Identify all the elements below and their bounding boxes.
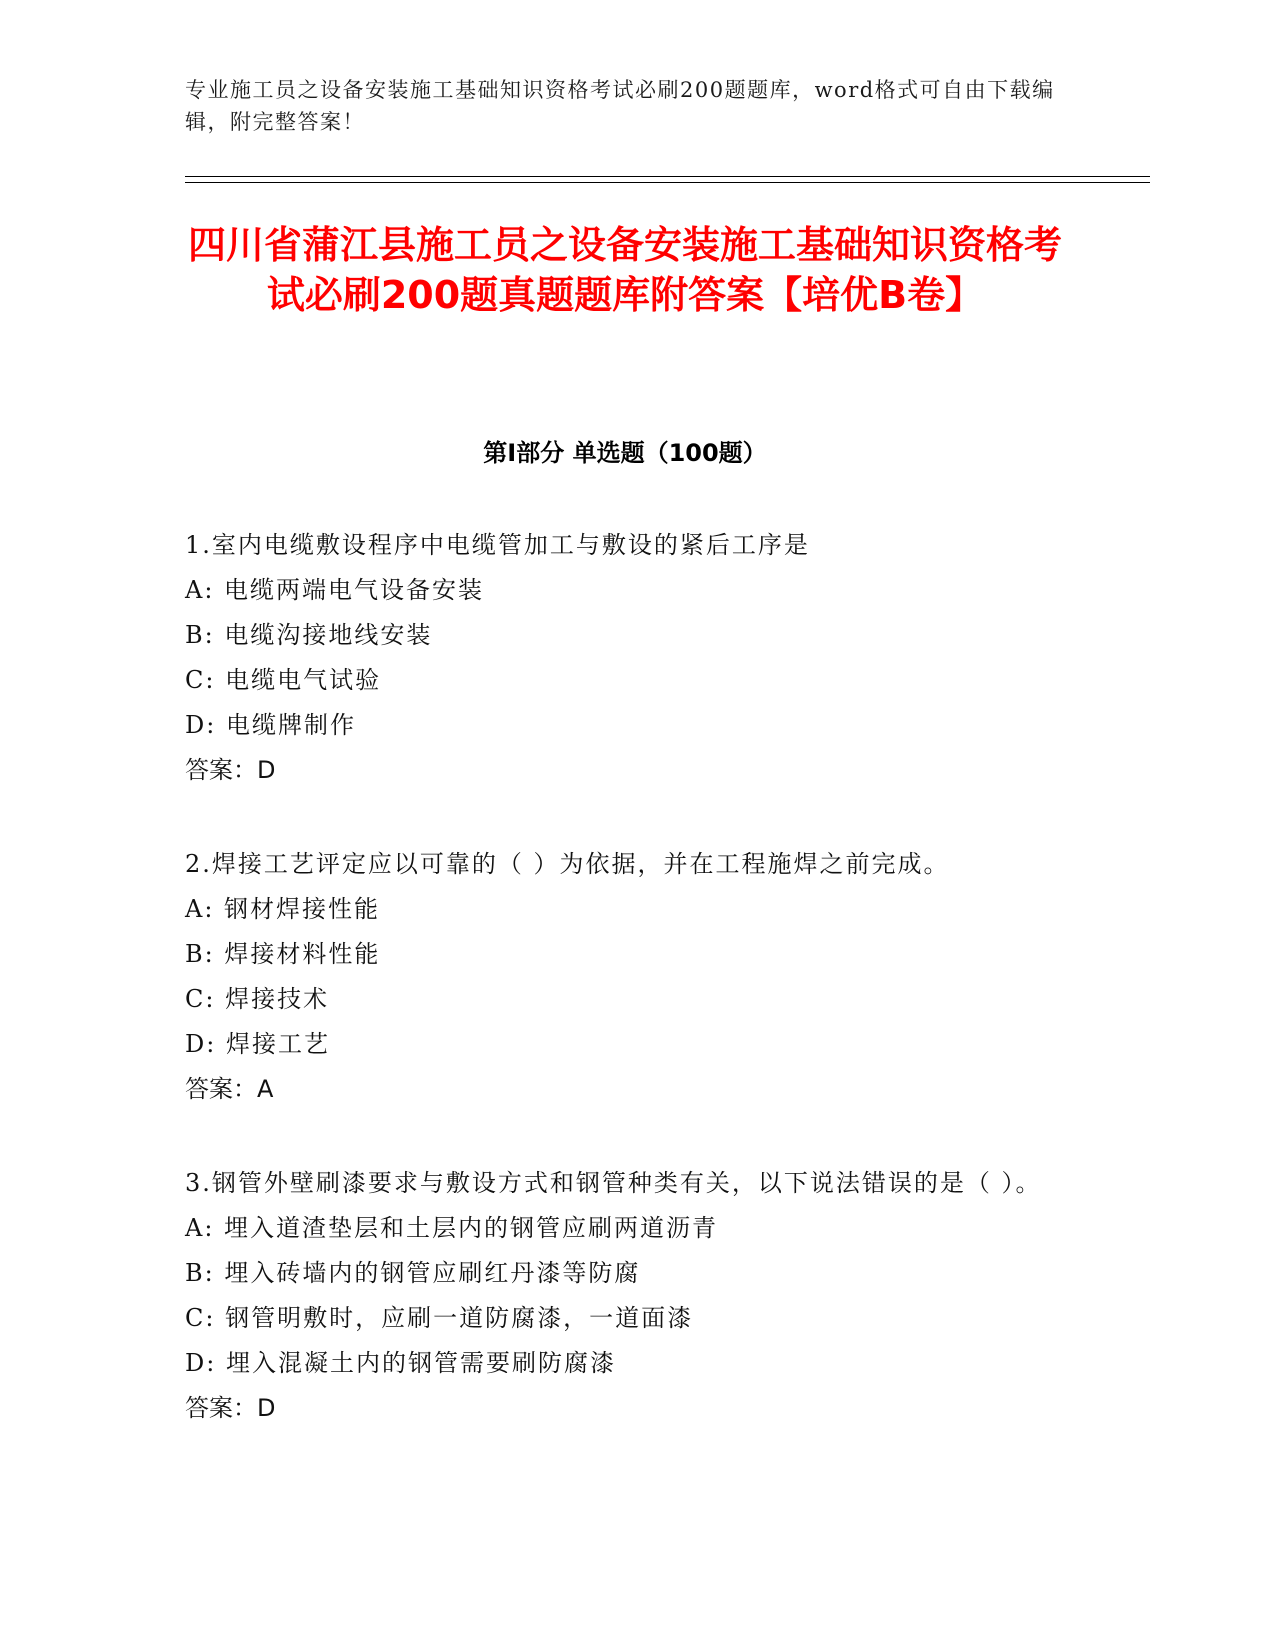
- option-c: C: 钢管明敷时，应刷一道防腐漆，一道面漆: [185, 1304, 694, 1332]
- answer: 答案：D: [185, 756, 276, 784]
- document-title: 四川省蒲江县施工员之设备安装施工基础知识资格考试必刷200题真题题库附答案【培优B卷】: [187, 223, 1062, 317]
- header-rule-top: [185, 176, 1150, 177]
- question-stem: 1.室内电缆敷设程序中电缆管加工与敷设的紧后工序是: [185, 531, 810, 559]
- question-3: [185, 1161, 1065, 1431]
- option-d: D: 电缆牌制作: [185, 711, 356, 739]
- header-note: 专业施工员之设备安装施工基础知识资格考试必刷200题题库，word格式可自由下载编辑，附完整答案！: [185, 78, 1055, 134]
- question-2: [185, 842, 1065, 1112]
- question-1: [185, 523, 1065, 793]
- question-stem: 2.焊接工艺评定应以可靠的（ ）为依据，并在工程施焊之前完成。: [185, 850, 950, 878]
- option-a: A: 电缆两端电气设备安装: [185, 576, 485, 604]
- section-title: 第Ⅰ部分 单选题（100题）: [483, 439, 767, 467]
- option-b: B: 埋入砖墙内的钢管应刷红丹漆等防腐: [185, 1259, 641, 1287]
- option-c: C: 焊接技术: [185, 985, 330, 1013]
- answer: 答案：A: [185, 1075, 274, 1103]
- answer: 答案：D: [185, 1394, 276, 1422]
- option-d: D: 焊接工艺: [185, 1030, 330, 1058]
- option-c: C: 电缆电气试验: [185, 666, 382, 694]
- option-b: B: 电缆沟接地线安装: [185, 621, 433, 649]
- option-b: B: 焊接材料性能: [185, 940, 381, 968]
- option-a: A: 钢材焊接性能: [185, 895, 381, 923]
- header-rule-bottom: [185, 182, 1150, 183]
- option-d: D: 埋入混凝土内的钢管需要刷防腐漆: [185, 1349, 616, 1377]
- question-stem: 3.钢管外壁刷漆要求与敷设方式和钢管种类有关，以下说法错误的是（ ）。: [185, 1169, 1042, 1197]
- option-a: A: 埋入道渣垫层和土层内的钢管应刷两道沥青: [185, 1214, 719, 1242]
